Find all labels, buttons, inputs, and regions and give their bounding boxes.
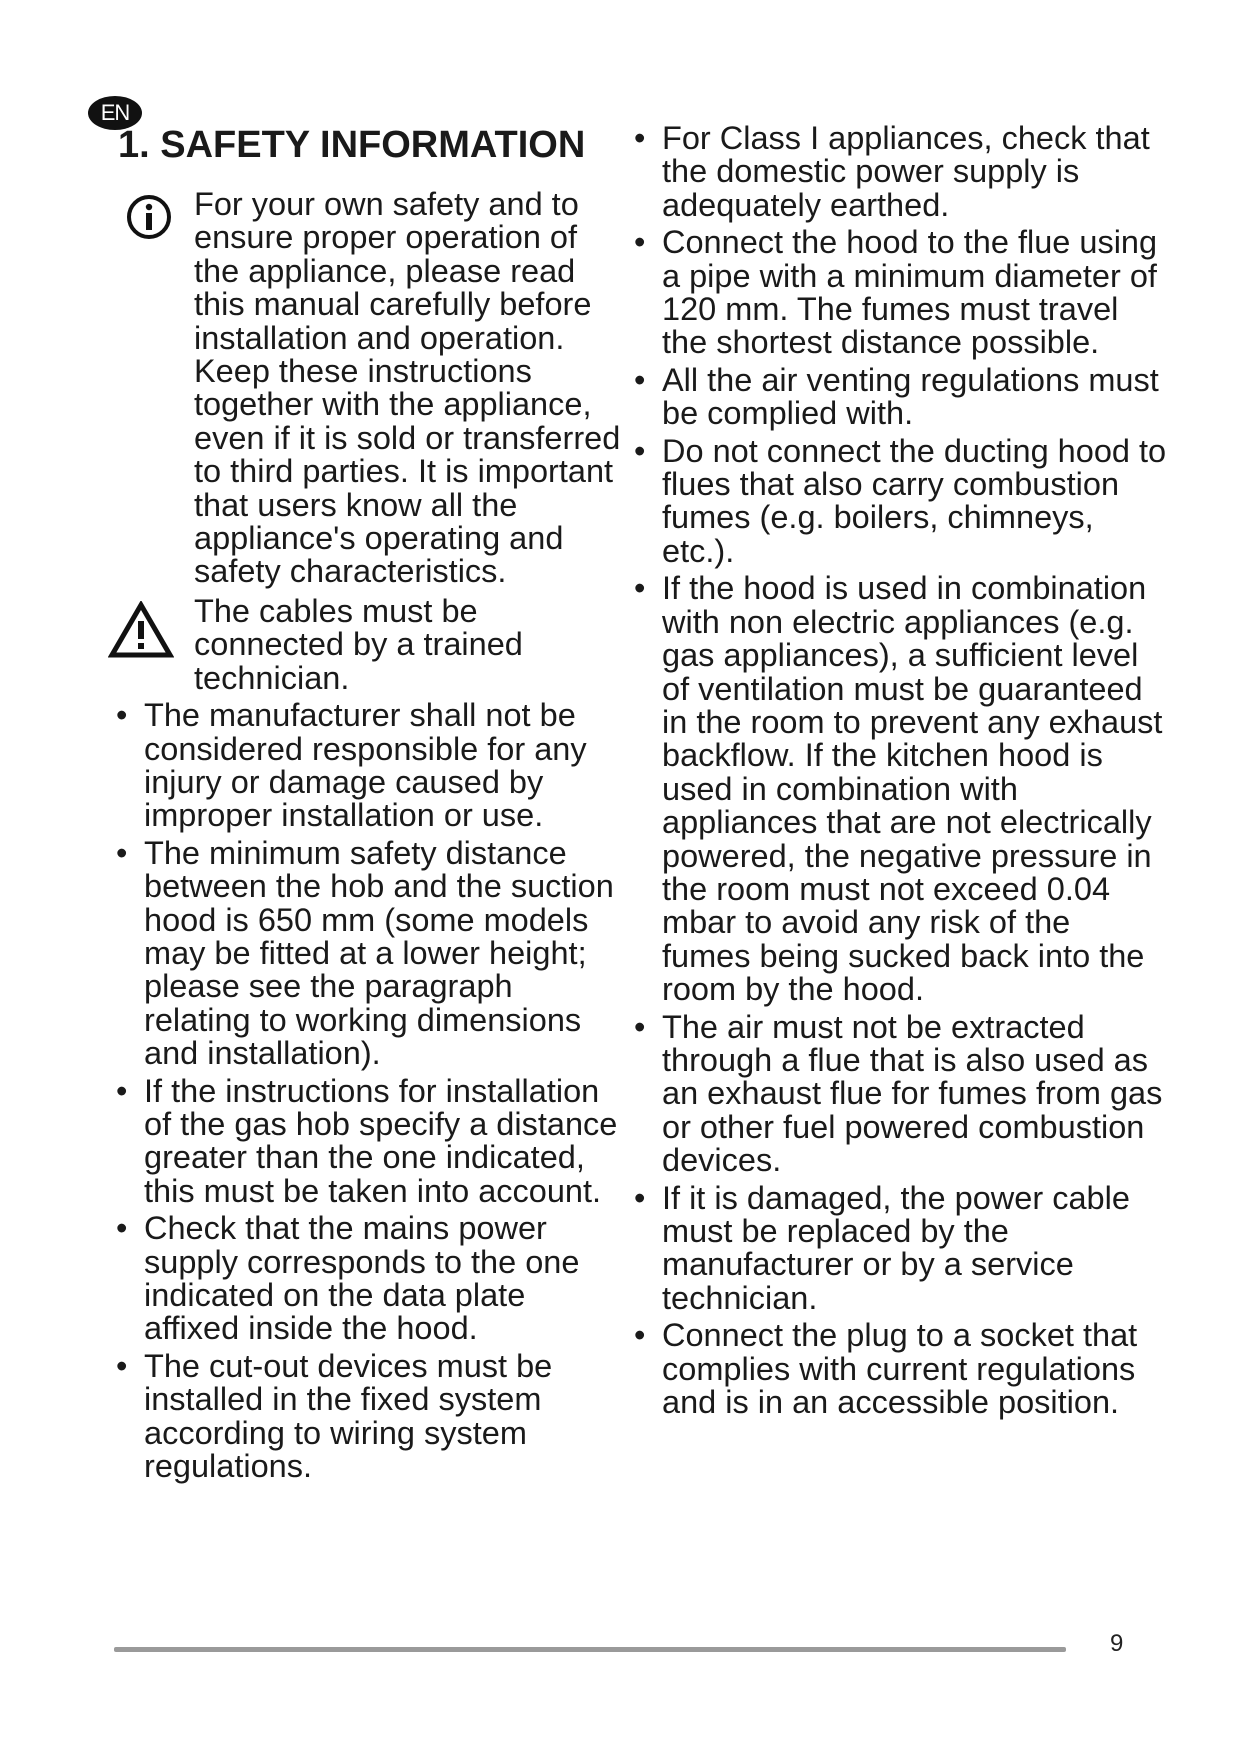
- language-badge: EN: [88, 96, 142, 130]
- list-item: • All the air venting regulations must be complied with.: [632, 364, 1167, 431]
- right-bullet-list: [632, 122, 1167, 1419]
- list-item: • For Class I appliances, check that the domestic power supply is adequately earthed.: [632, 122, 1167, 222]
- page-number: 9: [1110, 1630, 1124, 1657]
- section-title: 1. SAFETY INFORMATION: [118, 124, 586, 166]
- list-item: • If it is damaged, the power cable must be replaced by the manufacturer or by a service technician.: [632, 1182, 1167, 1316]
- left-column: [114, 188, 624, 1483]
- warning-note: [114, 592, 624, 696]
- list-item: • If the instructions for installation of the gas hob specify a distance greater than the one indicated, this must be taken into account.: [114, 1075, 624, 1209]
- list-item: • If the hood is used in combination with non electric appliances (e.g. gas appliances), a sufficient level of ventilation must be guaranteed in the room to prevent any exhaust backflow. If the kitchen hood is used in combination with appliances that are not electrically powered, the negative pressure in the room must not exceed 0.04 mbar to avoid any risk of the fumes being sucked back into the room by the hood.: [632, 572, 1167, 1006]
- info-note-text: For your own safety and to ensure proper operation of the appliance, please read this manual carefully before installation and operation. Keep these instructions together with the appliance, even if it is sold or transferred to third parties. It is important that users know all the appliance's operating and safety characteristics.: [194, 186, 621, 590]
- list-item: • The manufacturer shall not be considered responsible for any injury or damage caused by improper installation or use.: [114, 699, 624, 833]
- list-item: • The minimum safety distance between the hob and the suction hood is 650 mm (some models may be fitted at a lower height; please see the paragraph relating to working dimensions and installation).: [114, 837, 624, 1071]
- right-column: [632, 118, 1167, 1419]
- list-item: • Check that the mains power supply corresponds to the one indicated on the data plate affixed inside the hood.: [114, 1212, 624, 1346]
- footer-divider: [114, 1647, 1066, 1652]
- info-note: [114, 188, 624, 589]
- list-item: • Do not connect the ducting hood to flues that also carry combustion fumes (e.g. boilers, chimneys, etc.).: [632, 435, 1167, 569]
- list-item: • Connect the hood to the flue using a pipe with a minimum diameter of 120 mm. The fumes must travel the shortest distance possible.: [632, 226, 1167, 360]
- warning-icon: [108, 601, 174, 665]
- list-item: • The cut-out devices must be installed in the fixed system according to wiring system regulations.: [114, 1350, 624, 1484]
- warning-note-text: The cables must be connected by a trained technician.: [194, 592, 523, 696]
- list-item: • Connect the plug to a socket that complies with current regulations and is in an accessible position.: [632, 1319, 1167, 1419]
- left-bullet-list: [114, 699, 624, 1483]
- list-item: • The air must not be extracted through a flue that is also used as an exhaust flue for fumes from gas or other fuel powered combustion devices.: [632, 1011, 1167, 1178]
- info-icon: [124, 192, 174, 248]
